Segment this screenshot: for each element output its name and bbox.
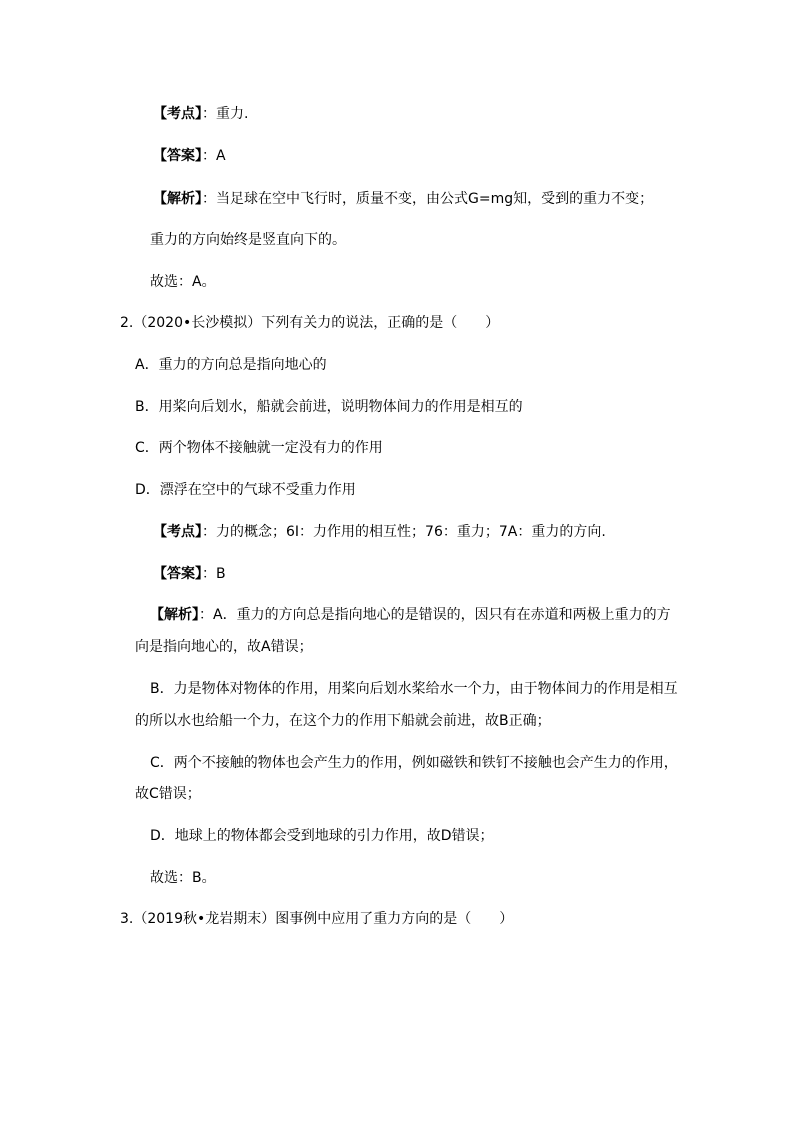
q2-option-c: C．两个物体不接触就一定没有力的作用: [135, 440, 383, 456]
q2-point-line: [153, 522, 606, 542]
q2-choice: 故选：B。: [150, 870, 216, 886]
q2-option-d: D．漂浮在空中的气球不受重力作用: [135, 482, 356, 498]
q2-analysis-d: D．地球上的物体都会受到地球的引力作用，故D错误；: [150, 828, 494, 844]
q1-analysis-text: ：当足球在空中飞行时，质量不变，由公式G=mg知，受到的重力不变；: [202, 191, 654, 207]
q2-point-text: ：力的概念；6I：力作用的相互性；76：重力；7A：重力的方向.: [202, 524, 606, 540]
q1-analysis-line: [153, 189, 653, 209]
q2-option-b: B．用桨向后划水，船就会前进，说明物体间力的作用是相互的: [135, 399, 523, 415]
q2-analysis-line: [150, 605, 671, 625]
q2-analysis-c1: C．两个不接触的物体也会产生力的作用，例如磁铁和铁钉不接触也会产生力的作用，: [150, 755, 678, 771]
q1-point-label: 【考点】: [153, 106, 202, 122]
q3-stem: 3.（2019秋•龙岩期末）图事例中应用了重力方向的是（ ）: [120, 911, 514, 927]
q2-analysis-a2: 向是指向地心的，故A错误；: [135, 639, 313, 655]
q2-analysis-c2: 故C错误；: [135, 786, 201, 802]
q2-answer-label: 【答案】: [153, 566, 202, 582]
q1-analysis-label: 【解析】: [153, 191, 202, 207]
q2-analysis-b1: B．力是物体对物体的作用，用桨向后划水桨给水一个力，由于物体间力的作用是相互: [150, 681, 678, 697]
q2-analysis-label: 【解析】: [150, 607, 199, 623]
q2-point-label: 【考点】: [153, 524, 202, 540]
q2-answer-text: ：B: [202, 566, 226, 582]
q1-answer-line: [153, 146, 226, 166]
q1-answer-label: 【答案】: [153, 148, 202, 164]
q1-analysis-continued: 重力的方向始终是竖直向下的。: [150, 232, 346, 248]
q1-answer-text: ：A: [202, 148, 226, 164]
q1-choice: 故选：A。: [150, 274, 216, 290]
q2-option-a: A．重力的方向总是指向地心的: [135, 357, 327, 373]
q2-stem: 2.（2020•长沙模拟）下列有关力的说法，正确的是（ ）: [120, 315, 500, 331]
q1-point-text: ：重力.: [202, 106, 249, 122]
q2-answer-line: [153, 564, 226, 584]
q2-analysis-b2: 的所以水也给船一个力，在这个力的作用下船就会前进，故B正确；: [135, 713, 551, 729]
q2-analysis-a1: ：A．重力的方向总是指向地心的是错误的，因只有在赤道和两极上重力的方: [199, 607, 671, 623]
q1-point-line: [153, 104, 248, 124]
